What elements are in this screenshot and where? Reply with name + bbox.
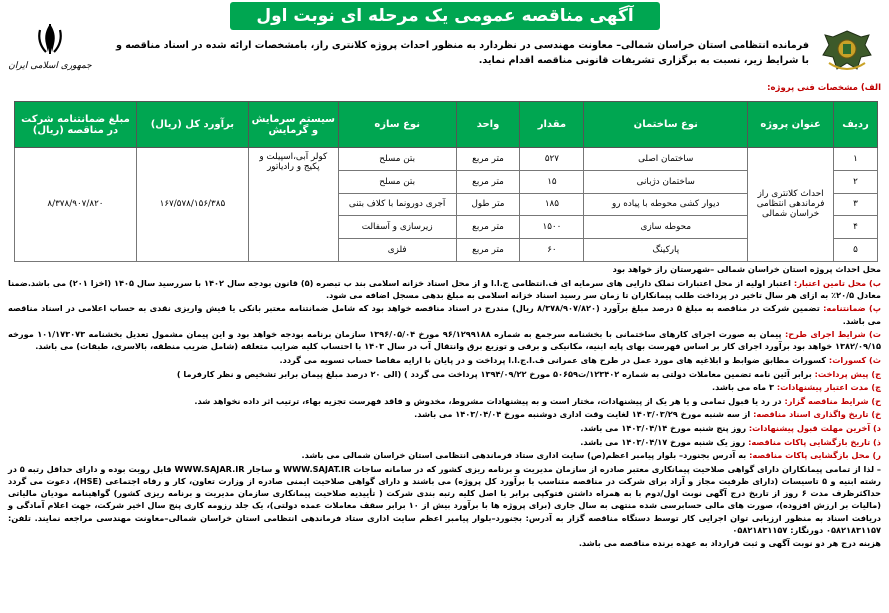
cell-qty: ۱۵۰۰ — [520, 216, 584, 239]
cell-row-no: ۲ — [834, 170, 878, 193]
cell-structure: فلزی — [338, 239, 456, 262]
cell-project-title: احداث کلانتری راز فرماندهی انتظامی خراسان شمالی — [748, 148, 834, 262]
cell-hvac: کولر آبی،اسپیلت و پکیج و رادیاتور — [248, 148, 338, 262]
col-header-hvac: سیستم سرمایش و گرمایش — [248, 102, 338, 148]
table-header-row — [15, 102, 878, 148]
paragraph: ذ) تاریخ بازگشایی پاکات مناقصه: روز یک شنبه مورخ ۱۴۰۳/۰۴/۱۷ می باشد. — [580, 436, 881, 447]
police-emblem-icon — [817, 28, 877, 74]
page-title: آگهی مناقصه عمومی یک مرحله ای نوبت اول — [230, 2, 660, 30]
iran-emblem-icon — [30, 22, 70, 56]
paragraph: خ) تاریخ واگذاری اسناد مناقصه: از سه شنبه مورخ ۱۴۰۳/۰۳/۲۹ لغایت وقت اداری دوشنبه مورخ ۱۴۰۳/۰۴/۰۴ می باشد. — [414, 409, 881, 420]
projects-table — [14, 101, 878, 262]
cell-structure: زیرسازی و آسفالت — [338, 216, 456, 239]
cell-estimate: ۱۶۷/۵۷۸/۱۵۶/۳۸۵ — [136, 148, 248, 262]
cell-row-no: ۵ — [834, 239, 878, 262]
paragraph: ب) محل تامین اعتبار: اعتبار اولیه از محل اعتبارات تملک دارایی های سرمایه ای ف.انتظامی ج.ا.ا و از محل اسناد خزانه اسلامی بند ب تبصره (۵) قانون بودجه سال ۱۴۰۲ با سررسید سال ۱۴۰۵ (اخزا ۲۰۱) می باشد.ضمنا معادل ۲۰/۵٪ به ازای هر سال تاخیر در پرداخت طلب پیمانکاران تا زمان سر رسید اسناد خزانه اسلامی به مبلغ بدهی مسجل اضافه می شود. — [8, 277, 882, 300]
paragraph: ث) کسورات: کسورات مطابق ضوابط و ابلاغیه های مورد عمل در طرح های عمرانی ف.ا.ج.ا.ا پرداخت و در پایان با ارایه مفاصا حساب تسویه می گردد. — [279, 354, 881, 365]
paragraph: ت) شرایط اجرای طرح: پیمان به صورت اجرای کارهای ساختمانی با بخشنامه سرجمع به شماره ۹۶/۱۲۹۹۱۸۸ مورخ ۱۳۹۶/۰۵/۰۴ سازمان برنامه بودجه خواهد بود و این پیمان مشمول تعدیل بخشنامه ۱۰۱/۱۷۳۰۷۳ مورخه ۱۳۸۲/۰۹/۱۵ خواهد بود برآورد اجرای کار بر اساس فهرست بهای پایه ابنیه، مکانیکی و برقی و توزیع برق وانتقال آب در سال ۱۴۰۳ با احتساب کلیه ضرایب متعلقه (شامل ضریب منطقه، بالاسری، طبقات) می باشد. — [8, 329, 881, 352]
cell-building: ساختمان دژبانی — [584, 170, 748, 193]
paragraph: محل احداث پروژه استان خراسان شمالی –شهرستان راز خواهد بود — [612, 264, 881, 274]
paragraph: د) آخرین مهلت قبول پیشنهادات: روز پنج شنبه مورخ ۱۴۰۳/۰۴/۱۴ می باشد. — [580, 422, 881, 433]
col-header-quantity: مقدار — [520, 102, 584, 148]
paragraph: ج) پیش پرداخت: برابر آئین نامه تضمین معاملات دولتی به شماره ۱۲۳۴۰۲/ت۵۰۶۵۹ مورخ ۱۳۹۴/۰۹/۲۲ پرداخت می گردد ) (الی ۲۰ درصد مبلغ پیمان برابر تشخیص و نظر کارفرما ) — [176, 368, 881, 379]
table-row — [15, 148, 878, 171]
conditions-body — [8, 263, 881, 551]
cell-guarantee: ۸/۳۷۸/۹۰۷/۸۲۰ — [15, 148, 137, 262]
paragraph: پ) ضمانتنامه: تضمین شرکت در مناقصه به مبلغ ۵ درصد مبلغ برآورد (۸/۳۷۸/۹۰۷/۸۲۰ ریال) مندرج در اسناد مناقصه خواهد بود که شامل ضمانتنامه معتبر بانکی یا فیش واریزی نقدی به حساب اعلامی در اسناد مناقصه می باشد. — [8, 303, 881, 326]
emblem-caption: جمهوری اسلامی ایران — [8, 61, 92, 71]
cell-unit: متر مربع — [456, 239, 520, 262]
cell-row-no: ۳ — [834, 193, 878, 216]
col-header-unit: واحد — [456, 102, 520, 148]
col-header-project-title: عنوان پروژه — [748, 102, 834, 148]
cell-row-no: ۴ — [834, 216, 878, 239]
iran-emblem — [8, 22, 92, 76]
col-header-structure-type: نوع سازه — [338, 102, 456, 148]
cell-structure: بتن مسلح — [338, 148, 456, 171]
col-header-estimate: برآورد کل (ریال) — [136, 102, 248, 148]
cell-building: دیوار کشی محوطه با پیاده رو — [584, 193, 748, 216]
cell-unit: متر طول — [456, 193, 520, 216]
cell-building: محوطه سازی — [584, 216, 748, 239]
section-a-label: الف) مشخصات فنی پروژه: — [767, 83, 881, 93]
paragraph: ح) شرایط مناقصه گزار: در رد یا قبول تمامی و یا هر یک از پیشنهادات، مختار است و به پیشنهادات مشروط، مخدوش و فاقد فهرست تجزیه بهاء، ترتیب اثر داده نخواهد شد. — [194, 395, 881, 406]
cell-building: پارکینگ — [584, 239, 748, 262]
paragraph: ر) محل بازگشایی پاکات مناقصه: به آدرس بجنورد– بلوار پیامبر اعظم(ص) سایت اداری ستاد فرماندهی انتظامی استان خراسان شمالی می باشد. — [301, 450, 881, 461]
cell-row-no: ۱ — [834, 148, 878, 171]
paragraph: چ) مدت اعتبار پیشنهادات: ۳ ماه می باشد. — [712, 382, 881, 393]
cell-unit: متر مربع — [456, 148, 520, 171]
section-heading — [8, 83, 881, 93]
paragraph: – لذا از تمامی پیمانکاران دارای گواهی صلاحیت پیمانکاری معتبر صادره از سازمان مدیریت و برنامه ریزی کشور که در سامانه ساجات WWW.SAJAT.IR و ساجار WWW.SAJAR.IR قابل رویت بوده و دارای حداقل رتبه ۵ در رشته ابنیه و ۵ تاسیسات (دارای ظرفیت مجاز و آزاد برای شرکت در مناقصه متناسب با برآورد کل پروژه) می باشند و دارای گواهی صلاحیت ایمنی صادره از وزارت تعاون، کار و رفاه اجتماعی (HSE)، دعوت می گردد حداکثرظرف مدت ۶ روز از تاریخ درج آگهی نوبت اول/دوم با به همراه داشتن فتوکپی برابر با اصل کلیه رتبه بندی شرکت ( تأییدیه صلاحیت پیمانکاری سازمان مدیریت و برنامه ریزی کشور) گواهینامه مودیان مالیاتی (مالیات بر ارزش افزوده)، صورت های مالی حسابرسی شده منتهی به سال جاری (برای پروژه ها با برآورد بیش از ۱۰ برابر سقف معاملات عمده دولتی)، یک جلد رزومه کاری پنج سال اخیر شرکت، جهت اعلام آمادگی و دریافت اسناد به منظور ارزیابی توان اجرایی کار توسط دستگاه مناقصه گزار به آدرس: بجنورد–بلوار پیامبر اعظم سایت اداری ستاد فرماندهی انتظامی استان خراسان شمالی–معاونت مهندسی مراجعه نمایند. تلفن: ۰۵۸۲۱۸۳۱۱۵۷ دورنگار: ۰۵۸۲۱۸۳۱۱۵۷ — [8, 463, 882, 535]
cell-qty: ۵۲۷ — [520, 148, 584, 171]
cell-structure: آجری دورونما با کلاف بتنی — [338, 193, 456, 216]
cell-building: ساختمان اصلی — [584, 148, 748, 171]
cell-structure: بتن مسلح — [338, 170, 456, 193]
cell-qty: ۶۰ — [520, 239, 584, 262]
cell-unit: متر مربع — [456, 170, 520, 193]
cell-qty: ۱۵ — [520, 170, 584, 193]
col-header-guarantee: مبلغ ضمانتنامه شرکت در مناقصه (ریال) — [15, 102, 137, 148]
paragraph: هزینه درج هر دو نوبت آگهی و ثبت قرارداد به عهده برنده مناقصه می باشد. — [578, 538, 881, 549]
cell-qty: ۱۸۵ — [520, 193, 584, 216]
col-header-row-no: ردیف — [834, 102, 878, 148]
col-header-building-type: نوع ساختمان — [584, 102, 748, 148]
cell-unit: متر مربع — [456, 216, 520, 239]
intro-text: فرمانده انتظامی استان خراسان شمالی– معاونت مهندسی در نظردارد به منظور احداث پروژه کلانتری راز، بامشخصات ارائه شده در اسناد مناقصه و با شرایط زیر، نسبت به برگزاری تشریفات قانونی مناقصه اقدام نماید. — [115, 40, 809, 66]
